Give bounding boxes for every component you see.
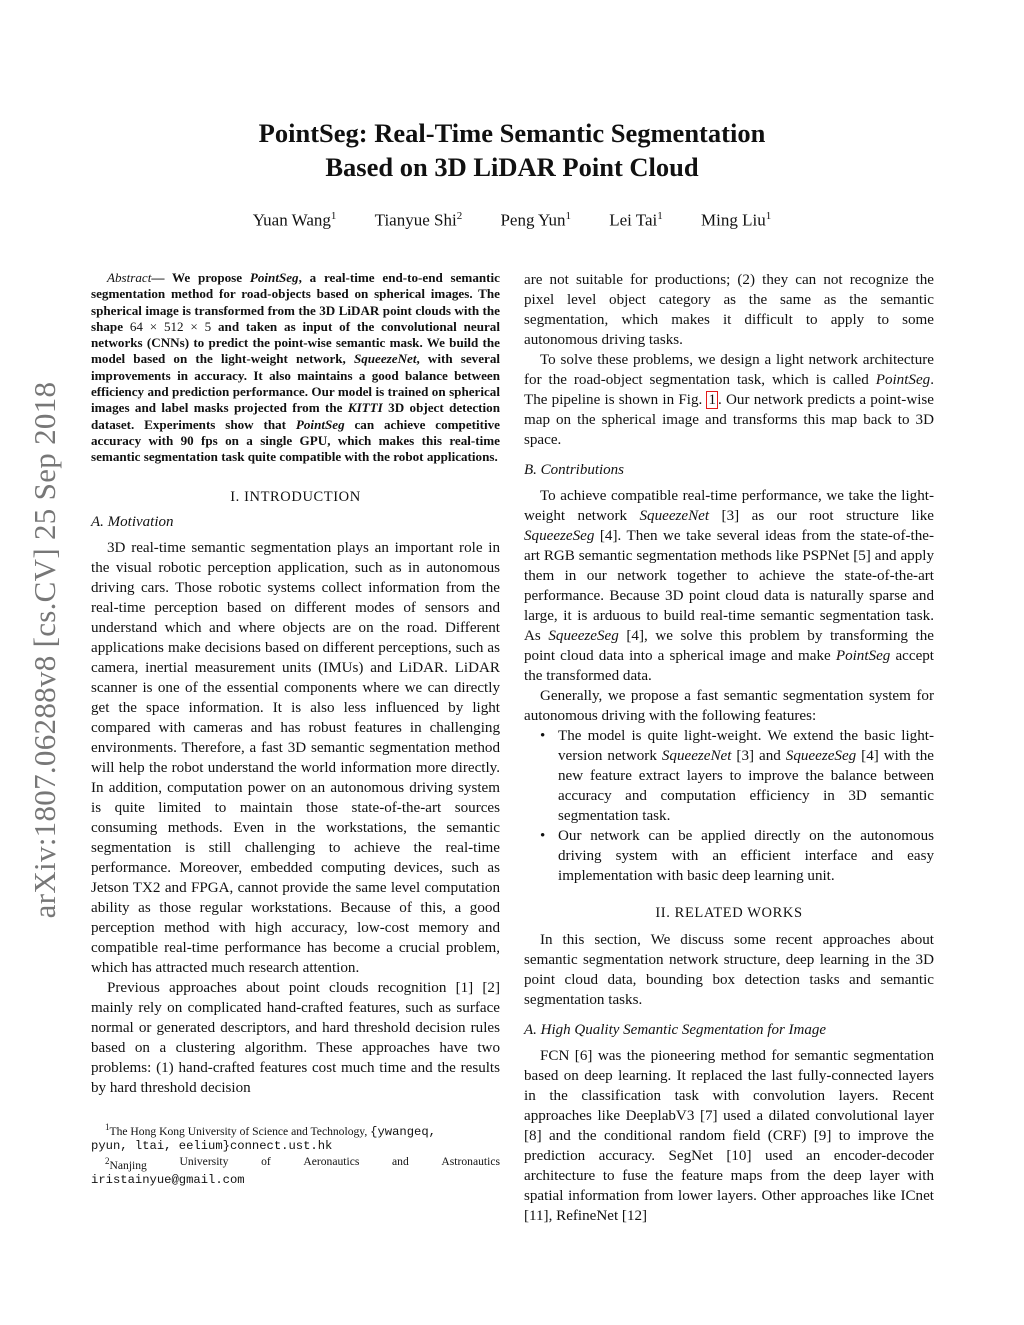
footnote-2-email: iristainyue@gmail.com [91,1173,245,1188]
abstract: Abstract— We propose PointSeg, a real-time end-to-end semantic segmentation method for road-objects based on spherical images. The spherical image is transformed from the 3D LiDAR point clouds with the shape 64 × 512 × 5 and taken as input of the convolutional neural networks (CNNs) to predict the point-wise semantic mask. We build the model based on the light-weight network, SqueezeNet, with several improvements in accuracy. It also maintains a good balance between efficiency and prediction performance. Our model is trained on spherical images and label masks projected from the KITTI 3D object detection dataset. Experiments show that PointSeg can achieve competitive accuracy with 90 fps on a single GPU, which makes this real-time semantic segmentation task quite compatible with the robot applications. [91,270,501,465]
paragraph: 3D real-time semantic segmentation plays an important role in the visual robotic perception application, such as in autonomous driving cars. Those robotic systems collect information from the real-time perception based on different modes of sensors and understand which and where objects are on the road. Different applications make decisions based on different perceptions, such as camera, inertial measurement units (IMUs) and LiDAR. LiDAR scanner is one of the essential components where we can directly get the space information. It is also less influenced by light compared with cameras and has robust features in challenging environments. Therefore, a fast 3D semantic segmentation method will help the robot understand the world information more directly. In addition, computation power on an autonomous driving system is quite limited to maintain those state-of-the-art sources consuming methods. Even in the workstations, the semantic segmentation is still challenging to achieve the real-time performance. Moreover, embedded computing devices, such as Jetson TX2 and FPGA, cannot provide the same level computation ability as those regular workstations. Because of this, a good perception method with high accuracy, low-cost memory and compatible real-time performance has become a crucial problem, which has attracted much research attention. [91,539,500,976]
arxiv-stamp-text: arXiv:1807.06288v8 [cs.CV] 25 Sep 2018 [27,381,62,919]
left-column [91,270,500,1188]
footnote-2: $^2$Nanjing University of Aeronautics and Astronautics [105,1155,500,1173]
arxiv-stamp [27,350,62,950]
subsection-contributions: B. Contributions [524,462,625,478]
paragraph: Generally, we propose a fast semantic segmentation system for autonomous driving with the following features: [524,688,934,724]
title-line-1: PointSeg: Real-Time Semantic Segmentation [258,118,766,148]
figure-link[interactable]: 1 [708,392,717,408]
title-line-2: Based on 3D LiDAR Point Cloud [325,152,699,182]
footnotes [91,1120,500,1189]
paragraph: In this section, We discuss some recent approaches about semantic segmentation network structure, deep learning in the 3D point cloud data, bounding box detection tasks and semantic segmentation tasks. [524,932,934,1008]
paragraph: To solve these problems, we design a light network architecture for the road-object segmentation task, which is called PointSeg. The pipeline is shown in Fig. 1 . Our network predicts a point-wise map on the spherical image and transforms this map back to 3D space. [524,352,934,448]
list-item: • The model is quite light-weight. We extend the basic light-version network SqueezeNet [3] and SqueezeSeg [4] with the new feature extract layers to improve the balance between accuracy and computation efficiency in 3D semantic segmentation task. [540,728,934,824]
subsection-semantic-segmentation-image: A. High Quality Semantic Segmentation for Image [524,1022,827,1038]
author-list [0,210,1024,231]
paragraph: Previous approaches about point clouds recognition [1] [2] mainly rely on complicated hand-crafted features, such as surface normal or generated descriptors, and hard threshold decision rules based on a clustering algorithm. These approaches have two problems: (1) hand-crafted features cost much time and the results by hard threshold decision [91,979,500,1096]
author: Ming Liu$^1$ [701,210,772,230]
paragraph: are not suitable for productions; (2) they can not recognize the pixel level object category as the same as the semantic segmentation, which makes it difficult to apply to some autonomous driving tasks. [524,272,934,348]
paragraph: To achieve compatible real-time performance, we take the light-weight network SqueezeNet [3] as our root structure like SqueezeSeg [4]. Then we take several ideas from the state-of-the-art RGB semantic segmentation methods like PSPNet [5] and apply them in our network together to achieve the state-of-the-art performance. Because 3D point cloud data is naturally sparse and large, it is arduous to build real-time semantic segmentation task. As SqueezeSeg [4], we solve this problem by transforming the point cloud data into a spherical image and make PointSeg accept the transformed data. [524,488,935,684]
author: Tianyue Shi$^2$ [374,210,463,230]
paragraph: FCN [6] was the pioneering method for semantic segmentation based on deep learning. It replaced the last fully-connected layers in the classification task with convolution layers. Recent approaches like DeeplabV3 [7] used a dilated convolutional layer [8] and the conditional random field (CRF) [9] to improve the prediction accuracy. SegNet [10] used an encoder-decoder architecture to fuse the feature maps from the deep layer with spatial information from lower layers. Other approaches like ICnet [11], RefineNet [12] [524,1048,934,1224]
right-column [524,270,934,1226]
list-item: • Our network can be applied directly on the autonomous driving system with an efficient interface and easy implementation with basic deep learning unit. [540,828,934,884]
subsection-motivation: A. Motivation [91,513,174,530]
feature-list [524,726,934,886]
section-heading-related-works: II. RELATED WORKS [655,905,803,921]
section-heading-introduction: I. INTRODUCTION [230,488,361,505]
author: Yuan Wang$^1$ [252,210,337,230]
footnote-1-emails: pyun, ltai, eelium}connect.ust.hk [91,1139,333,1154]
paper-title [0,116,1024,184]
footnote-1: $^1$The Hong Kong University of Science and Technology, {ywangeq, [105,1121,436,1139]
author: Peng Yun$^1$ [500,210,571,230]
author: Lei Tai$^1$ [609,210,663,230]
